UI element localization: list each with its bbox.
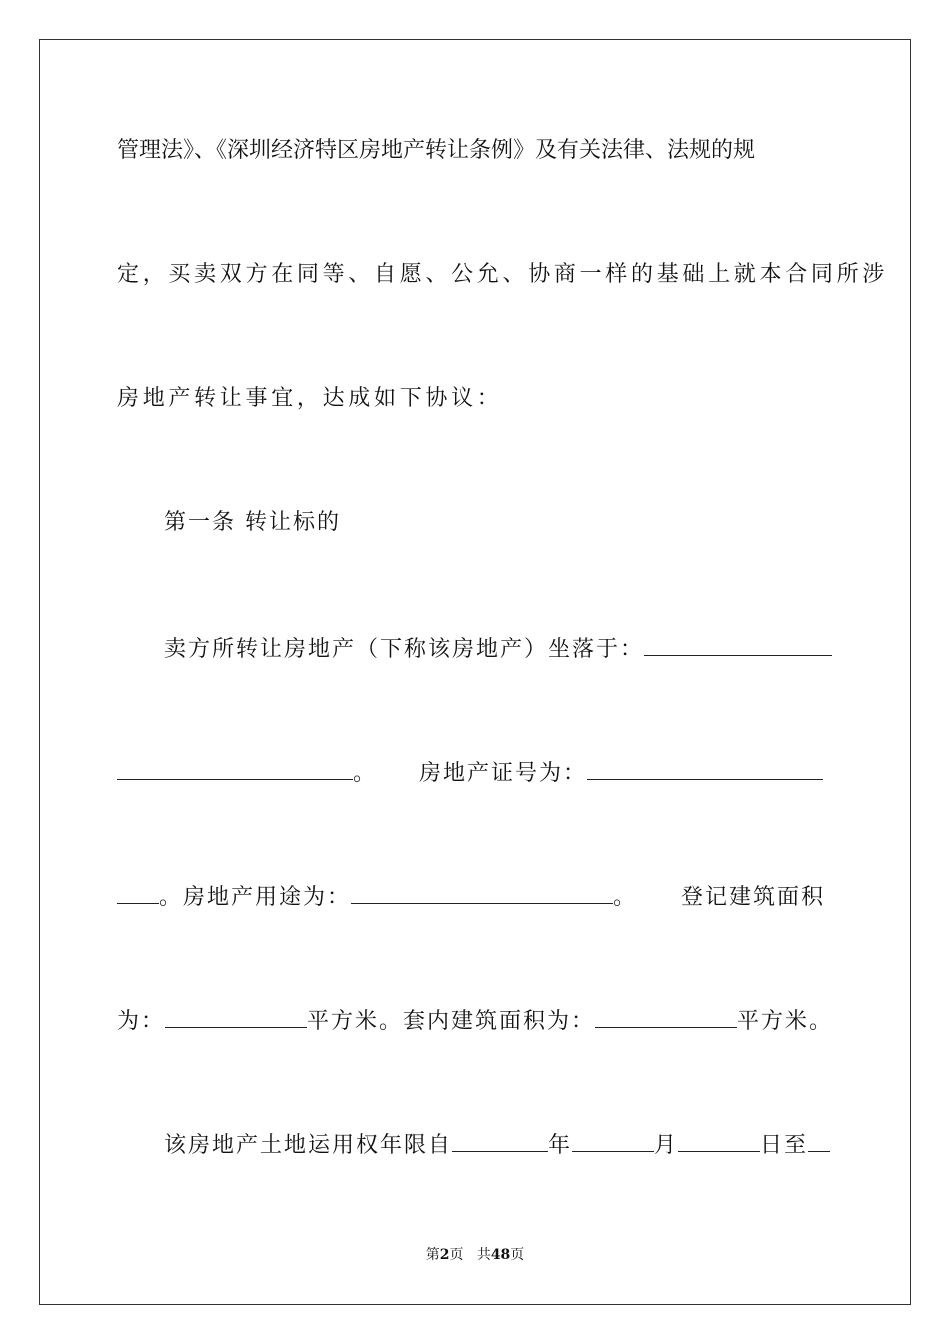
land-use-line — [164, 1129, 835, 1161]
article-heading — [164, 508, 835, 538]
period: 。 — [613, 885, 638, 910]
registered-area-wei: 为： — [117, 1009, 166, 1034]
certificate-line — [117, 757, 835, 789]
usage-blank-field[interactable] — [351, 881, 613, 904]
body-line-1 — [117, 136, 835, 166]
sqm-unit: 平方米。 — [307, 1009, 404, 1034]
usage-line — [117, 881, 835, 913]
usage-label: 。房地产用途为： — [159, 885, 352, 910]
certificate-label: 房地产证号为： — [419, 761, 588, 786]
day-to-label: 日至 — [760, 1133, 809, 1158]
body-line-3 — [117, 384, 835, 414]
registered-area-label: 登记建筑面积 — [681, 885, 826, 910]
certificate-blank-field-cont[interactable] — [117, 881, 159, 904]
total-pages: 48 — [490, 1247, 511, 1263]
location-blank-field[interactable] — [644, 633, 832, 656]
start-day-blank-field[interactable] — [678, 1129, 760, 1152]
article-1-heading: 第一条 转让标的 — [164, 510, 341, 535]
inner-area-label: 套内建筑面积为： — [403, 1009, 596, 1034]
page-prefix: 第 — [425, 1247, 440, 1263]
page-suffix: 页 — [449, 1247, 464, 1263]
registered-area-blank-field[interactable] — [165, 1005, 307, 1028]
body-line-2 — [117, 260, 889, 290]
location-label: 卖方所转让房地产（下称该房地产）坐落于： — [164, 637, 645, 662]
total-prefix: 共 — [476, 1247, 491, 1263]
body-text: 定，买卖双方在同等、自愿、公允、协商一样的基础上就本合同所涉 — [117, 262, 889, 287]
page-number: 2 — [439, 1247, 450, 1263]
period: 。 — [353, 761, 378, 786]
location-blank-field-cont[interactable] — [117, 757, 353, 780]
location-line — [164, 633, 835, 665]
month-label: 月 — [654, 1133, 679, 1158]
body-text: 房地产转让事宜，达成如下协议： — [117, 386, 503, 411]
area-line — [117, 1005, 835, 1037]
sqm-unit: 平方米。 — [737, 1009, 834, 1034]
total-suffix: 页 — [510, 1247, 525, 1263]
start-year-blank-field[interactable] — [452, 1129, 548, 1152]
body-text: 管理法》、《深圳经济特区房地产转让条例》及有关法律、法规的规 — [117, 138, 756, 163]
start-month-blank-field[interactable] — [572, 1129, 654, 1152]
certificate-blank-field[interactable] — [587, 757, 823, 780]
page-border — [39, 39, 911, 1305]
year-label: 年 — [548, 1133, 573, 1158]
page-footer — [0, 1246, 950, 1264]
inner-area-blank-field[interactable] — [595, 1005, 737, 1028]
land-use-label: 该房地产土地运用权年限自 — [164, 1133, 453, 1158]
end-year-blank-field[interactable] — [808, 1129, 830, 1152]
